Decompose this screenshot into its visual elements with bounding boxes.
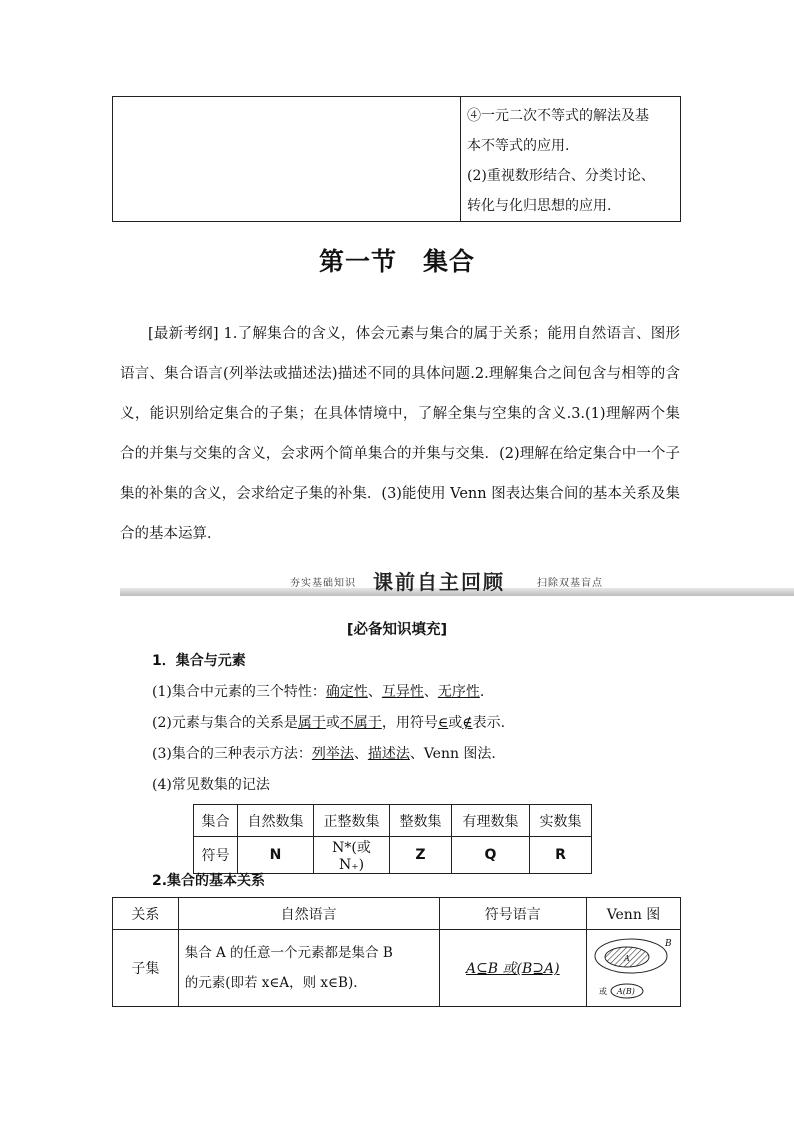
continued-line: 转化与化归思想的应用. bbox=[467, 198, 612, 214]
table-row bbox=[194, 837, 592, 874]
banner-left-text: 夯实基础知识 bbox=[290, 578, 356, 589]
table-cell bbox=[586, 930, 680, 1007]
outline-text: 1.了解集合的含义，体会元素与集合的属于关系；能用自然语言、图形语言、集合语言(列举法或描述法)描述不同的具体问题.2.理解集合之间包含与相等的含义，能识别给定集合的子集；在具体情境中，了解全集与空集的含义.3.(1)理解两个集合的并集与交集的含义，会求两个简单集合的并集与交集．(2)理解在给定集合中一个子集的补集的含义，会求给定子集的补集．(3)能使用 Venn 图表达集合间的基本关系及集合的基本运算． bbox=[120, 326, 680, 542]
table-cell bbox=[439, 930, 586, 1007]
venn-label-ab: A(B) bbox=[616, 987, 635, 996]
answer: 互异性 bbox=[381, 684, 424, 700]
set-relations-table bbox=[112, 897, 681, 1007]
table-cell: N bbox=[238, 837, 314, 874]
answer: 无序性 bbox=[437, 684, 480, 700]
table-cell bbox=[178, 930, 439, 1007]
continued-line: 本不等式的应用. bbox=[467, 138, 570, 154]
answer: 描述法 bbox=[367, 746, 410, 762]
continued-table-empty-cell bbox=[113, 97, 461, 222]
table-cell: 关系 bbox=[113, 898, 179, 930]
answer: ∉ bbox=[462, 715, 473, 731]
heading-sets-elements: 1．集合与元素 bbox=[152, 653, 246, 669]
subset-desc-line: 集合 A 的任意一个元素都是集合 B bbox=[184, 945, 393, 961]
table-cell: 有理数集 bbox=[452, 805, 530, 837]
continued-line: ④一元二次不等式的解法及基 bbox=[467, 108, 649, 124]
answer: ∈ bbox=[437, 715, 449, 731]
paragraph-representation-methods bbox=[152, 743, 496, 765]
table-cell: 整数集 bbox=[390, 805, 452, 837]
text: (3)集合的三种表示方法： bbox=[152, 746, 312, 762]
paragraph-element-properties bbox=[152, 681, 484, 703]
subset-desc-line: 的元素(即若 x∈A，则 x∈B). bbox=[184, 975, 358, 991]
answer: 不属于 bbox=[339, 715, 382, 731]
table-cell: 自然语言 bbox=[178, 898, 439, 930]
text: . bbox=[479, 684, 485, 700]
table-row bbox=[113, 930, 681, 1007]
text: 或 bbox=[325, 715, 340, 731]
answer: 确定性 bbox=[325, 684, 368, 700]
continued-line: (2)重视数形结合、分类讨论、 bbox=[467, 168, 655, 184]
continued-table bbox=[112, 96, 681, 222]
table-cell: 集合 bbox=[194, 805, 238, 837]
table-row bbox=[113, 898, 681, 930]
banner-title: 课前自主回顾 bbox=[373, 570, 505, 594]
table-cell: 子集 bbox=[113, 930, 179, 1007]
paragraph-number-sets: (4)常见数集的记法 bbox=[152, 777, 270, 793]
text: 、 bbox=[353, 746, 368, 762]
table-cell: 正整数集 bbox=[314, 805, 390, 837]
table-cell: 符号语言 bbox=[439, 898, 586, 930]
knowledge-subheading: [必备知识填充] bbox=[346, 622, 448, 638]
exam-outline bbox=[120, 314, 680, 554]
table-cell: Z bbox=[390, 837, 452, 874]
table-cell: Venn 图 bbox=[586, 898, 680, 930]
answer: 属于 bbox=[297, 715, 326, 731]
text: 表示. bbox=[472, 715, 506, 731]
banner-right-text: 扫除双基盲点 bbox=[537, 578, 603, 589]
table-cell: 符号 bbox=[194, 837, 238, 874]
table-cell: Q bbox=[452, 837, 530, 874]
continued-table-text-cell bbox=[461, 97, 681, 222]
table-cell: R bbox=[530, 837, 592, 874]
answer: 列举法 bbox=[311, 746, 354, 762]
section-banner bbox=[120, 566, 794, 598]
text: (2)元素与集合的关系是 bbox=[152, 715, 298, 731]
text: 或 bbox=[448, 715, 463, 731]
venn-diagram-svg bbox=[587, 930, 680, 1006]
text: 、Venn 图法. bbox=[409, 746, 496, 762]
venn-diagram bbox=[587, 930, 680, 1006]
table-cell: 自然数集 bbox=[238, 805, 314, 837]
number-sets-table bbox=[193, 804, 592, 874]
table-cell: N*(或 N₊) bbox=[314, 837, 390, 874]
venn-label-a: A bbox=[623, 954, 630, 963]
text: ，用符号 bbox=[381, 715, 438, 731]
outline-tag: [最新考纲] bbox=[148, 326, 219, 342]
venn-or: 或 bbox=[598, 987, 607, 996]
table-row bbox=[194, 805, 592, 837]
venn-label-b: B bbox=[664, 939, 672, 949]
text: (1)集合中元素的三个特性： bbox=[152, 684, 326, 700]
table-cell: 实数集 bbox=[530, 805, 592, 837]
subset-symbol: A⊆B 或(B⊇A) bbox=[465, 961, 560, 977]
section-title: 第一节 集合 bbox=[318, 247, 475, 276]
text: 、 bbox=[423, 684, 438, 700]
text: 、 bbox=[367, 684, 382, 700]
heading-set-relations: 2.集合的基本关系 bbox=[152, 873, 266, 889]
paragraph-element-relation bbox=[152, 712, 505, 734]
